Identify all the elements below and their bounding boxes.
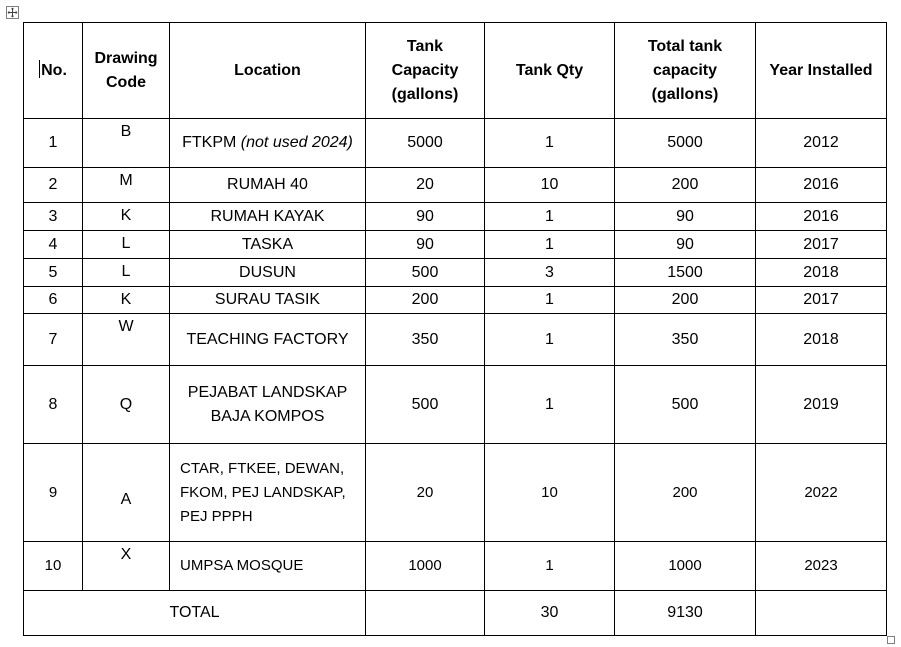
header-tank-qty[interactable]: Tank Qty bbox=[485, 23, 615, 119]
table-row bbox=[24, 314, 887, 366]
cell-drawing-code[interactable]: A bbox=[83, 444, 170, 542]
cell-no[interactable]: 5 bbox=[24, 259, 83, 287]
cell-tank-capacity[interactable]: 500 bbox=[366, 259, 485, 287]
cell-location[interactable]: DUSUN bbox=[170, 259, 366, 287]
table-row bbox=[24, 231, 887, 259]
cell-year-installed[interactable]: 2022 bbox=[756, 444, 887, 542]
cell-year-installed[interactable]: 2017 bbox=[756, 231, 887, 259]
cell-tank-capacity[interactable]: 20 bbox=[366, 444, 485, 542]
header-year-installed[interactable]: Year Installed bbox=[756, 23, 887, 119]
cell-location[interactable]: CTAR, FTKEE, DEWAN, FKOM, PEJ LANDSKAP, PEJ PPPH bbox=[170, 444, 366, 542]
cell-drawing-code[interactable]: B bbox=[83, 119, 170, 168]
cell-total-capacity[interactable]: 200 bbox=[615, 168, 756, 203]
cell-tank-qty[interactable]: 3 bbox=[485, 259, 615, 287]
cell-tank-qty[interactable]: 1 bbox=[485, 314, 615, 366]
cell-total-capacity[interactable]: 90 bbox=[615, 231, 756, 259]
cell-drawing-code[interactable]: L bbox=[83, 231, 170, 259]
header-location[interactable]: Location bbox=[170, 23, 366, 119]
cell-tank-capacity[interactable]: 500 bbox=[366, 366, 485, 444]
cell-drawing-code[interactable]: X bbox=[83, 542, 170, 591]
cell-tank-qty[interactable]: 10 bbox=[485, 168, 615, 203]
cell-total-capacity[interactable]: 350 bbox=[615, 314, 756, 366]
cell-location[interactable] bbox=[170, 119, 366, 168]
cell-location[interactable]: SURAU TASIK bbox=[170, 287, 366, 314]
cell-no[interactable]: 10 bbox=[24, 542, 83, 591]
header-drawing-code[interactable]: Drawing Code bbox=[83, 23, 170, 119]
table-row bbox=[24, 119, 887, 168]
cell-total-capacity[interactable]: 90 bbox=[615, 203, 756, 231]
table-resize-handle-icon[interactable] bbox=[887, 636, 895, 644]
cell-year-installed[interactable]: 2017 bbox=[756, 287, 887, 314]
total-year-installed[interactable] bbox=[756, 591, 887, 636]
cell-no[interactable]: 4 bbox=[24, 231, 83, 259]
cell-drawing-code[interactable]: M bbox=[83, 168, 170, 203]
table-row bbox=[24, 444, 887, 542]
cell-no[interactable]: 8 bbox=[24, 366, 83, 444]
location-text: FTKPM bbox=[182, 134, 237, 151]
cell-total-capacity[interactable]: 1500 bbox=[615, 259, 756, 287]
cell-drawing-code[interactable]: W bbox=[83, 314, 170, 366]
cell-tank-qty[interactable]: 1 bbox=[485, 231, 615, 259]
cell-no[interactable]: 2 bbox=[24, 168, 83, 203]
cell-drawing-code[interactable]: K bbox=[83, 203, 170, 231]
table-row bbox=[24, 542, 887, 591]
cell-total-capacity[interactable]: 5000 bbox=[615, 119, 756, 168]
total-row bbox=[24, 591, 887, 636]
cell-year-installed[interactable]: 2016 bbox=[756, 168, 887, 203]
cell-total-capacity[interactable]: 500 bbox=[615, 366, 756, 444]
cell-total-capacity[interactable]: 200 bbox=[615, 444, 756, 542]
cell-location[interactable]: TEACHING FACTORY bbox=[170, 314, 366, 366]
cell-location[interactable]: TASKA bbox=[170, 231, 366, 259]
cell-tank-capacity[interactable]: 20 bbox=[366, 168, 485, 203]
cell-tank-capacity[interactable]: 200 bbox=[366, 287, 485, 314]
cell-year-installed[interactable]: 2012 bbox=[756, 119, 887, 168]
cell-location[interactable]: UMPSA MOSQUE bbox=[170, 542, 366, 591]
table-row bbox=[24, 168, 887, 203]
cell-drawing-code[interactable]: Q bbox=[83, 366, 170, 444]
table-move-handle-icon[interactable] bbox=[6, 6, 19, 19]
cell-tank-capacity[interactable]: 90 bbox=[366, 231, 485, 259]
header-no[interactable]: No. bbox=[24, 23, 83, 119]
cell-tank-capacity[interactable]: 1000 bbox=[366, 542, 485, 591]
cell-no[interactable]: 6 bbox=[24, 287, 83, 314]
cell-year-installed[interactable]: 2019 bbox=[756, 366, 887, 444]
cell-location[interactable]: RUMAH 40 bbox=[170, 168, 366, 203]
cell-tank-capacity[interactable]: 90 bbox=[366, 203, 485, 231]
total-tank-qty[interactable]: 30 bbox=[485, 591, 615, 636]
cell-tank-qty[interactable]: 1 bbox=[485, 203, 615, 231]
cell-year-installed[interactable]: 2018 bbox=[756, 314, 887, 366]
header-total-capacity[interactable]: Total tank capacity (gallons) bbox=[615, 23, 756, 119]
cell-drawing-code[interactable]: L bbox=[83, 259, 170, 287]
table-row bbox=[24, 259, 887, 287]
cell-location[interactable]: PEJABAT LANDSKAP BAJA KOMPOS bbox=[170, 366, 366, 444]
cell-tank-capacity[interactable]: 5000 bbox=[366, 119, 485, 168]
header-row bbox=[24, 23, 887, 119]
cell-location[interactable]: RUMAH KAYAK bbox=[170, 203, 366, 231]
total-label[interactable]: TOTAL bbox=[24, 591, 366, 636]
cell-no[interactable]: 9 bbox=[24, 444, 83, 542]
text-caret bbox=[39, 60, 40, 78]
cell-year-installed[interactable]: 2023 bbox=[756, 542, 887, 591]
cell-tank-qty[interactable]: 10 bbox=[485, 444, 615, 542]
cell-no[interactable]: 7 bbox=[24, 314, 83, 366]
cell-year-installed[interactable]: 2016 bbox=[756, 203, 887, 231]
cell-year-installed[interactable]: 2018 bbox=[756, 259, 887, 287]
cell-tank-qty[interactable]: 1 bbox=[485, 366, 615, 444]
cell-tank-capacity[interactable]: 350 bbox=[366, 314, 485, 366]
cell-total-capacity[interactable]: 1000 bbox=[615, 542, 756, 591]
cell-no[interactable]: 1 bbox=[24, 119, 83, 168]
water-tank-table bbox=[23, 22, 887, 636]
header-tank-capacity[interactable]: Tank Capacity (gallons) bbox=[366, 23, 485, 119]
table-row bbox=[24, 203, 887, 231]
location-note: (not used 2024) bbox=[240, 134, 353, 151]
table-row bbox=[24, 287, 887, 314]
cell-tank-qty[interactable]: 1 bbox=[485, 119, 615, 168]
total-total-capacity[interactable]: 9130 bbox=[615, 591, 756, 636]
cell-tank-qty[interactable]: 1 bbox=[485, 542, 615, 591]
total-tank-capacity[interactable] bbox=[366, 591, 485, 636]
table-row bbox=[24, 366, 887, 444]
cell-total-capacity[interactable]: 200 bbox=[615, 287, 756, 314]
cell-tank-qty[interactable]: 1 bbox=[485, 287, 615, 314]
cell-drawing-code[interactable]: K bbox=[83, 287, 170, 314]
cell-no[interactable]: 3 bbox=[24, 203, 83, 231]
